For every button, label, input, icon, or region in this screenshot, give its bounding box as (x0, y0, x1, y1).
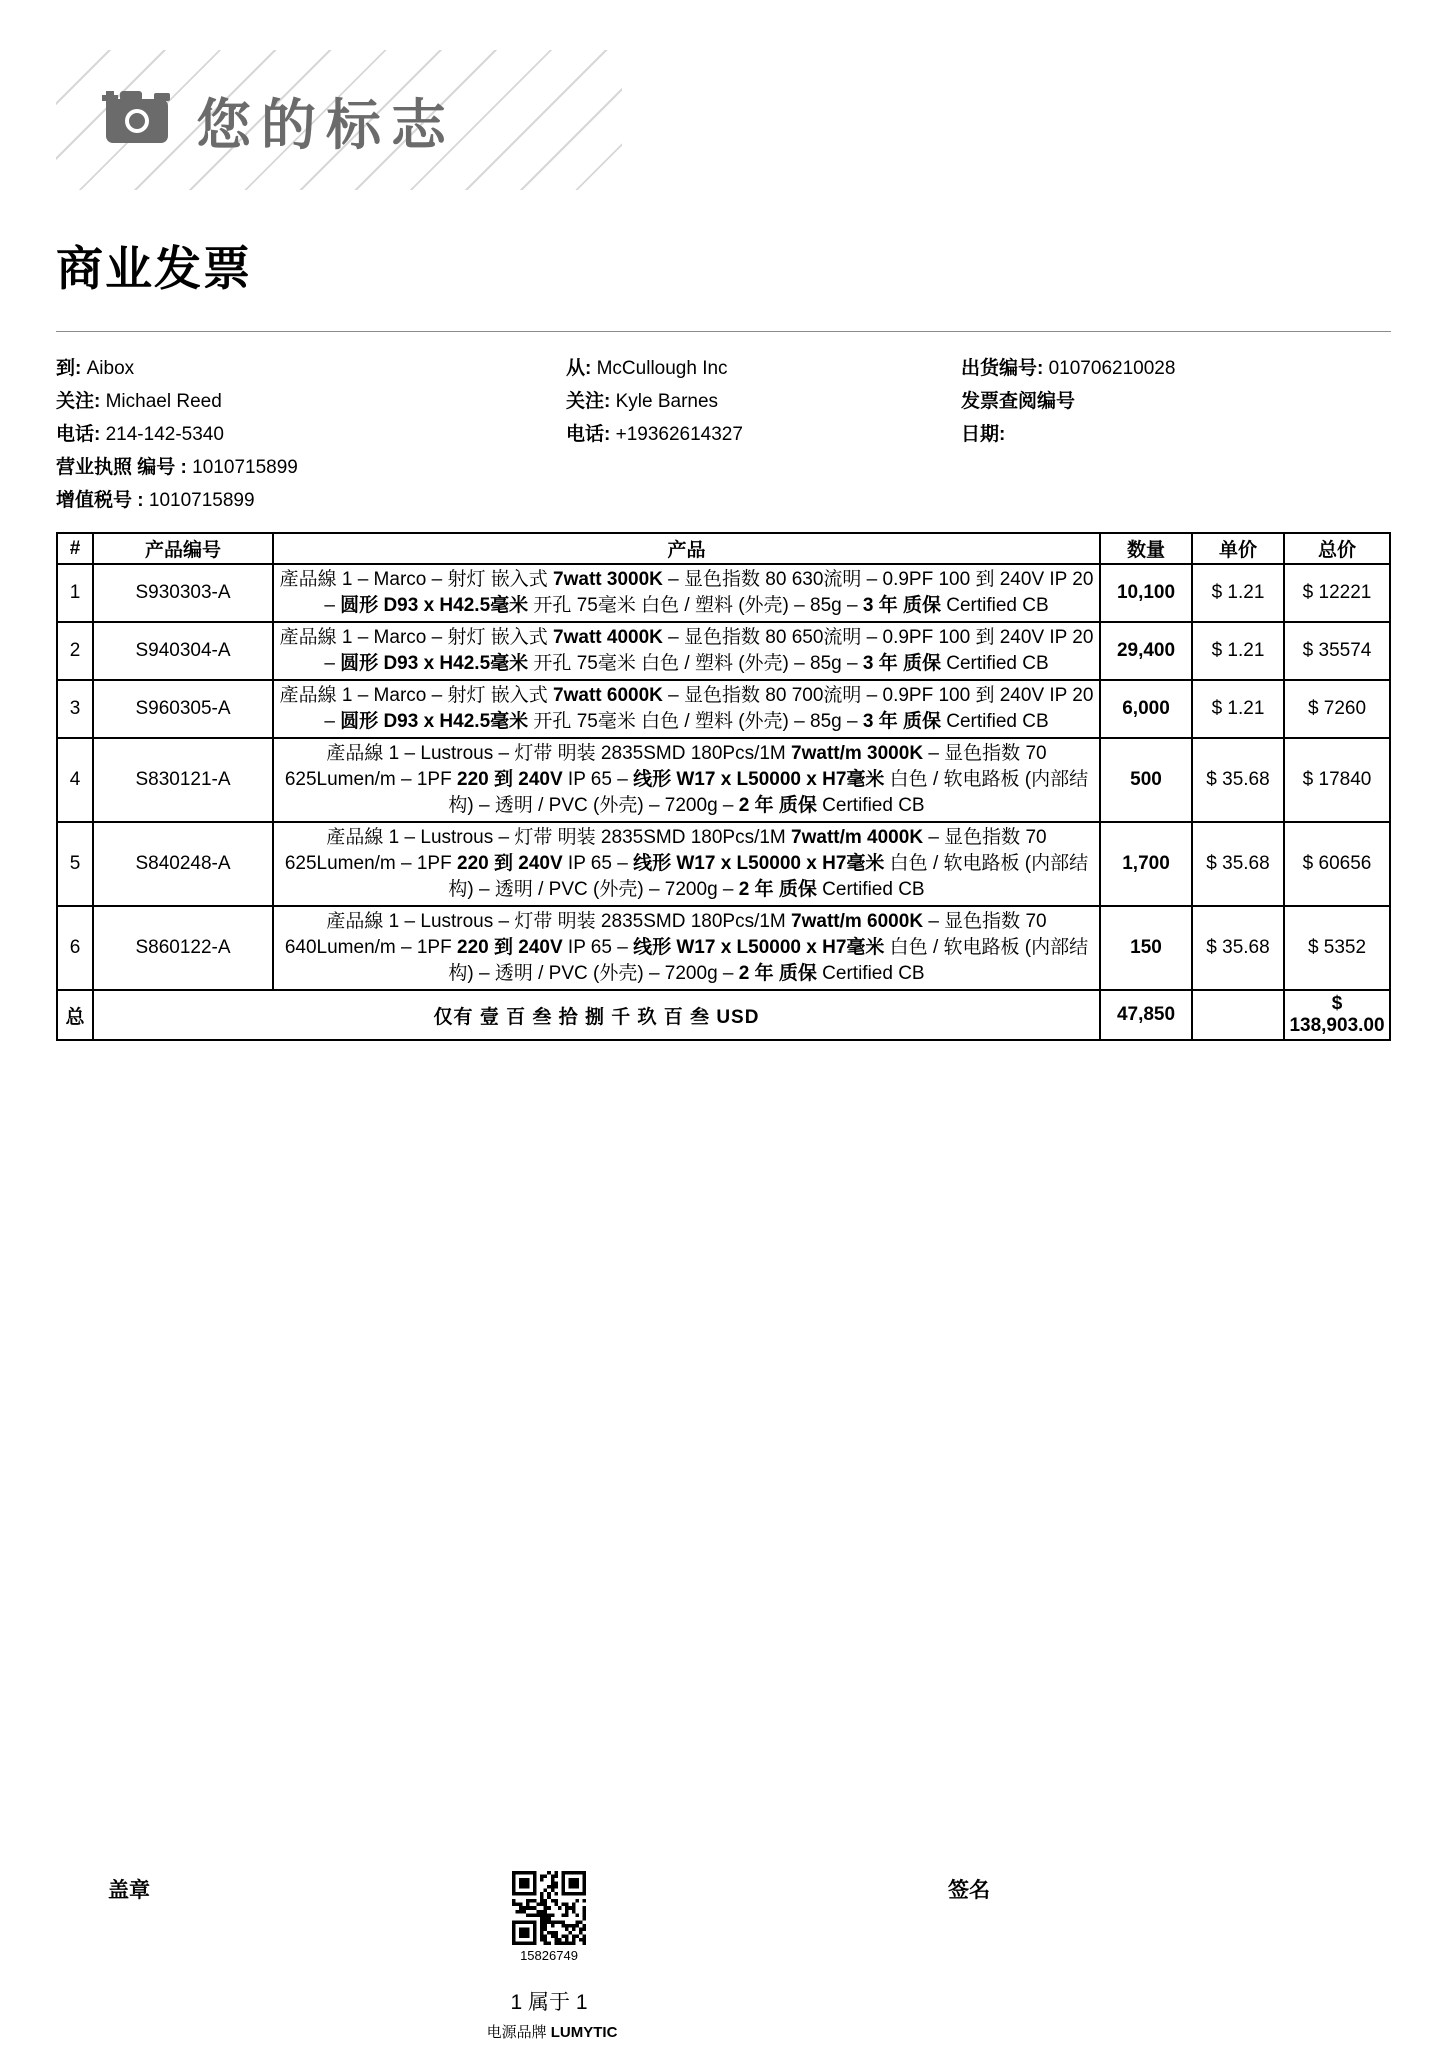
row-unit-price-cell: $ 35.68 (1192, 906, 1284, 990)
shipment-line (961, 352, 1175, 385)
row-sku-cell: S940304-A (93, 622, 273, 680)
shipment-meta-block (961, 352, 1175, 451)
row-qty-cell: 10,100 (1100, 564, 1192, 622)
date-label: 日期: (961, 424, 1006, 445)
table-row (57, 564, 1390, 622)
row-qty-cell: 6,000 (1100, 680, 1192, 738)
row-product-description-cell: 產品線 1 – Lustrous – 灯带 明装 2835SMD 180Pcs/1M 7watt/m 4000K – 显色指数 70 625Lumen/m – 1PF 220 到 240V IP 65 – 线形 W17 x L50000 x H7毫米 白色 / 软电路板 (内部结构) – 透明 / PVC (外壳) – 7200g – 2 年 质保 Certified CB (273, 822, 1100, 906)
table-row (57, 680, 1390, 738)
line-items-table (56, 532, 1391, 1041)
row-sku-cell: S930303-A (93, 564, 273, 622)
to-phone-value: 214-142-5340 (105, 424, 224, 445)
to-label: 到: (56, 358, 82, 379)
col-header-index: # (57, 533, 93, 564)
qr-code-icon (512, 1871, 586, 1945)
table-header-row (57, 533, 1390, 564)
col-header-qty: 数量 (1100, 533, 1192, 564)
row-total-cell: $ 35574 (1284, 622, 1390, 680)
shipment-value: 010706210028 (1048, 358, 1176, 379)
row-total-cell: $ 17840 (1284, 738, 1390, 822)
col-header-unit-price: 单价 (1192, 533, 1284, 564)
page-number: 1 属于 1 (510, 1991, 588, 2014)
stamp-label: 盖章 (108, 1879, 150, 1902)
vat-line (56, 484, 298, 517)
row-sku-cell: S840248-A (93, 822, 273, 906)
qr-block (512, 1871, 586, 1963)
ship-from-block (566, 352, 743, 451)
row-index-cell: 2 (57, 622, 93, 680)
logo (98, 81, 456, 160)
row-product-description-cell: 產品線 1 – Marco – 射灯 嵌入式 7watt 4000K – 显色指数 80 650流明 – 0.9PF 100 到 240V IP 20 – 圆形 D93 x H42.5毫米 开孔 75毫米 白色 / 塑料 (外壳) – 85g – 3 年 质保 Certified CB (273, 622, 1100, 680)
table-row (57, 622, 1390, 680)
page-title: 商业发票 (56, 242, 252, 295)
row-total-cell: $ 5352 (1284, 906, 1390, 990)
table-row (57, 738, 1390, 822)
bill-to-block (56, 352, 298, 517)
shipment-label: 出货编号: (961, 358, 1044, 379)
to-attn-label: 关注: (56, 391, 101, 412)
row-product-description-cell: 產品線 1 – Marco – 射灯 嵌入式 7watt 6000K – 显色指数 80 700流明 – 0.9PF 100 到 240V IP 20 – 圆形 D93 x H42.5毫米 开孔 75毫米 白色 / 塑料 (外壳) – 85g – 3 年 质保 Certified CB (273, 680, 1100, 738)
vat-label: 增值税号 : (56, 490, 144, 511)
brand-name: LUMYTIC (550, 2024, 618, 2041)
from-label: 从: (566, 358, 592, 379)
grand-total-cell: $ 138,903.00 (1284, 990, 1390, 1040)
camera-icon (98, 87, 176, 154)
from-value: McCullough Inc (596, 358, 728, 379)
invoice-ref-label: 发票查阅编号 (961, 391, 1076, 412)
license-label: 营业执照 编号 : (56, 457, 187, 478)
col-header-product: 产品 (273, 533, 1100, 564)
to-attn-line (56, 385, 298, 418)
table-row (57, 906, 1390, 990)
total-unit-cell (1192, 990, 1284, 1040)
row-index-cell: 3 (57, 680, 93, 738)
to-attn-value: Michael Reed (105, 391, 222, 412)
table-row (57, 822, 1390, 906)
row-qty-cell: 1,700 (1100, 822, 1192, 906)
signature-label: 签名 (948, 1879, 990, 1902)
row-sku-cell: S960305-A (93, 680, 273, 738)
row-index-cell: 5 (57, 822, 93, 906)
from-phone-line (566, 418, 743, 451)
logo-text: 您的标志 (196, 93, 457, 156)
invoice-ref-line (961, 385, 1175, 418)
total-qty-cell: 47,850 (1100, 990, 1192, 1040)
qr-number: 15826749 (520, 1948, 578, 1963)
to-phone-line (56, 418, 298, 451)
license-value: 1010715899 (192, 457, 298, 478)
row-total-cell: $ 12221 (1284, 564, 1390, 622)
row-sku-cell: S830121-A (93, 738, 273, 822)
to-line (56, 352, 298, 385)
row-unit-price-cell: $ 1.21 (1192, 564, 1284, 622)
total-row (57, 990, 1390, 1040)
amount-in-words-cell: 仅有 壹 百 叁 拾 捌 千 玖 百 叁 USD (93, 990, 1100, 1040)
from-attn-label: 关注: (566, 391, 611, 412)
row-unit-price-cell: $ 1.21 (1192, 622, 1284, 680)
row-unit-price-cell: $ 35.68 (1192, 738, 1284, 822)
divider (56, 331, 1391, 332)
row-product-description-cell: 產品線 1 – Lustrous – 灯带 明装 2835SMD 180Pcs/1M 7watt/m 3000K – 显色指数 70 625Lumen/m – 1PF 220 到 240V IP 65 – 线形 W17 x L50000 x H7毫米 白色 / 软电路板 (内部结构) – 透明 / PVC (外壳) – 7200g – 2 年 质保 Certified CB (273, 738, 1100, 822)
row-unit-price-cell: $ 35.68 (1192, 822, 1284, 906)
row-sku-cell: S860122-A (93, 906, 273, 990)
to-phone-label: 电话: (56, 424, 101, 445)
row-qty-cell: 150 (1100, 906, 1192, 990)
row-total-cell: $ 60656 (1284, 822, 1390, 906)
row-qty-cell: 29,400 (1100, 622, 1192, 680)
brand-line (487, 2021, 618, 2042)
date-line (961, 418, 1175, 451)
row-index-cell: 6 (57, 906, 93, 990)
row-index-cell: 4 (57, 738, 93, 822)
row-product-description-cell: 產品線 1 – Marco – 射灯 嵌入式 7watt 3000K – 显色指数 80 630流明 – 0.9PF 100 到 240V IP 20 – 圆形 D93 x H42.5毫米 开孔 75毫米 白色 / 塑料 (外壳) – 85g – 3 年 质保 Certified CB (273, 564, 1100, 622)
brand-label: 电源品牌 (486, 2024, 547, 2041)
row-product-description-cell: 產品線 1 – Lustrous – 灯带 明装 2835SMD 180Pcs/1M 7watt/m 6000K – 显色指数 70 640Lumen/m – 1PF 220 到 240V IP 65 – 线形 W17 x L50000 x H7毫米 白色 / 软电路板 (内部结构) – 透明 / PVC (外壳) – 7200g – 2 年 质保 Certified CB (273, 906, 1100, 990)
license-line (56, 451, 298, 484)
vat-value: 1010715899 (148, 490, 255, 511)
from-attn-line (566, 385, 743, 418)
to-value: Aibox (86, 358, 135, 379)
from-phone-label: 电话: (566, 424, 611, 445)
from-phone-value: +19362614327 (615, 424, 743, 445)
from-attn-value: Kyle Barnes (615, 391, 719, 412)
from-line (566, 352, 743, 385)
row-unit-price-cell: $ 1.21 (1192, 680, 1284, 738)
col-header-total: 总价 (1284, 533, 1390, 564)
logo-placeholder (56, 50, 622, 190)
row-index-cell: 1 (57, 564, 93, 622)
row-qty-cell: 500 (1100, 738, 1192, 822)
row-total-cell: $ 7260 (1284, 680, 1390, 738)
total-label-cell: 总 (57, 990, 93, 1040)
col-header-sku: 产品编号 (93, 533, 273, 564)
